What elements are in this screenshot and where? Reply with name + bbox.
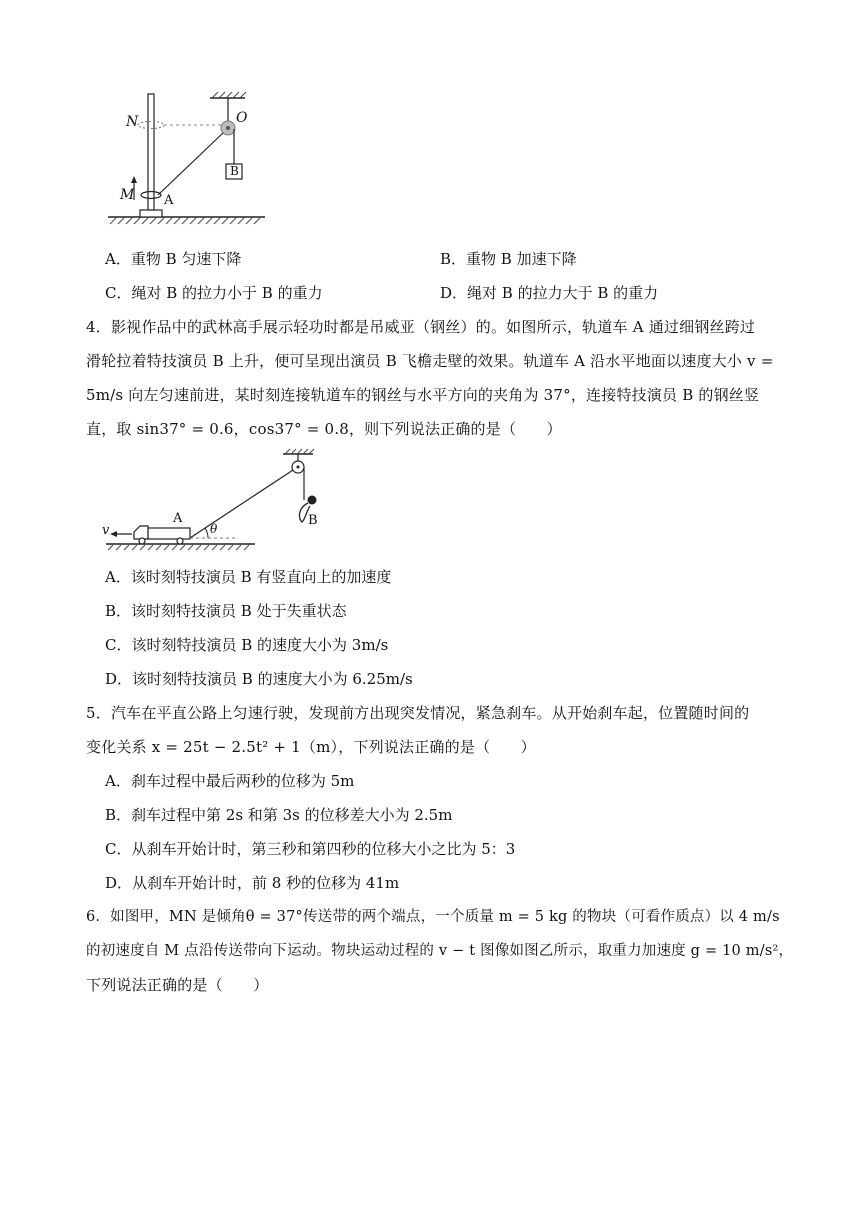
q4-stem-line1: 4．影视作品中的武林高手展示轻功时都是吊威亚（钢丝）的。如图所示，轨道车 A 通过细钢丝跨过 — [86, 318, 756, 336]
label-performer-B: B — [308, 513, 318, 528]
label-v: v — [102, 523, 110, 538]
q5-option-a: A．刹车过程中最后两秒的位移为 5m — [105, 772, 355, 790]
q5-stem-line1: 5．汽车在平直公路上匀速行驶，发现前方出现突发情况，紧急刹车。从开始刹车起，位置随时间的 — [86, 704, 750, 722]
q4-option-a: A．该时刻特技演员 B 有竖直向上的加速度 — [105, 568, 392, 586]
label-M: M — [120, 187, 135, 203]
track-car-diagram — [100, 448, 340, 553]
q4-option-c: C．该时刻特技演员 B 的速度大小为 3m/s — [105, 636, 389, 654]
figure-track-car — [100, 448, 340, 553]
q4-stem-line2: 滑轮拉着特技演员 B 上升，便可呈现出演员 B 飞檐走壁的效果。轨道车 A 沿水平地面以速度大小 v = — [86, 352, 774, 370]
q5-option-d: D．从刹车开始计时，前 8 秒的位移为 41m — [105, 874, 400, 892]
figure-pole-pulley — [100, 88, 270, 228]
label-B: B — [230, 164, 239, 178]
label-theta: θ — [210, 522, 218, 536]
label-car-A: A — [173, 511, 183, 526]
q4-option-b: B．该时刻特技演员 B 处于失重状态 — [105, 602, 347, 620]
q3-option-d: D．绳对 B 的拉力大于 B 的重力 — [440, 284, 659, 302]
q3-option-a: A．重物 B 匀速下降 — [105, 250, 242, 268]
q4-stem-line3: 5m/s 向左匀速前进，某时刻连接轨道车的钢丝与水平方向的夹角为 37°，连接特技演员 B 的钢丝竖 — [86, 386, 760, 404]
q3-option-c: C．绳对 B 的拉力小于 B 的重力 — [105, 284, 323, 302]
pole-pulley-diagram — [100, 88, 270, 228]
label-O: O — [236, 110, 248, 126]
q5-option-c: C．从刹车开始计时，第三秒和第四秒的位移大小之比为 5：3 — [105, 840, 516, 858]
q6-stem-line1: 6．如图甲，MN 是倾角θ = 37°传送带的两个端点，一个质量 m = 5 kg 的物块（可看作质点）以 4 m/s — [86, 909, 780, 925]
q6-stem-line2: 的初速度自 M 点沿传送带向下运动。物块运动过程的 v − t 图像如图乙所示，取重力加速度 g = 10 m/s²， — [86, 943, 794, 959]
q4-stem-line4: 直，取 sin37° = 0.6，cos37° = 0.8，则下列说法正确的是（ ） — [86, 420, 562, 438]
label-N: N — [126, 114, 139, 130]
q5-option-b: B．刹车过程中第 2s 和第 3s 的位移差大小为 2.5m — [105, 806, 453, 824]
q6-stem-line3: 下列说法正确的是（ ） — [86, 976, 269, 994]
q4-option-d: D．该时刻特技演员 B 的速度大小为 6.25m/s — [105, 670, 413, 688]
label-A: A — [164, 193, 174, 208]
q5-stem-line2: 变化关系 x = 25t − 2.5t² + 1（m），下列说法正确的是（ ） — [86, 738, 536, 756]
q3-option-b: B．重物 B 加速下降 — [440, 250, 577, 268]
